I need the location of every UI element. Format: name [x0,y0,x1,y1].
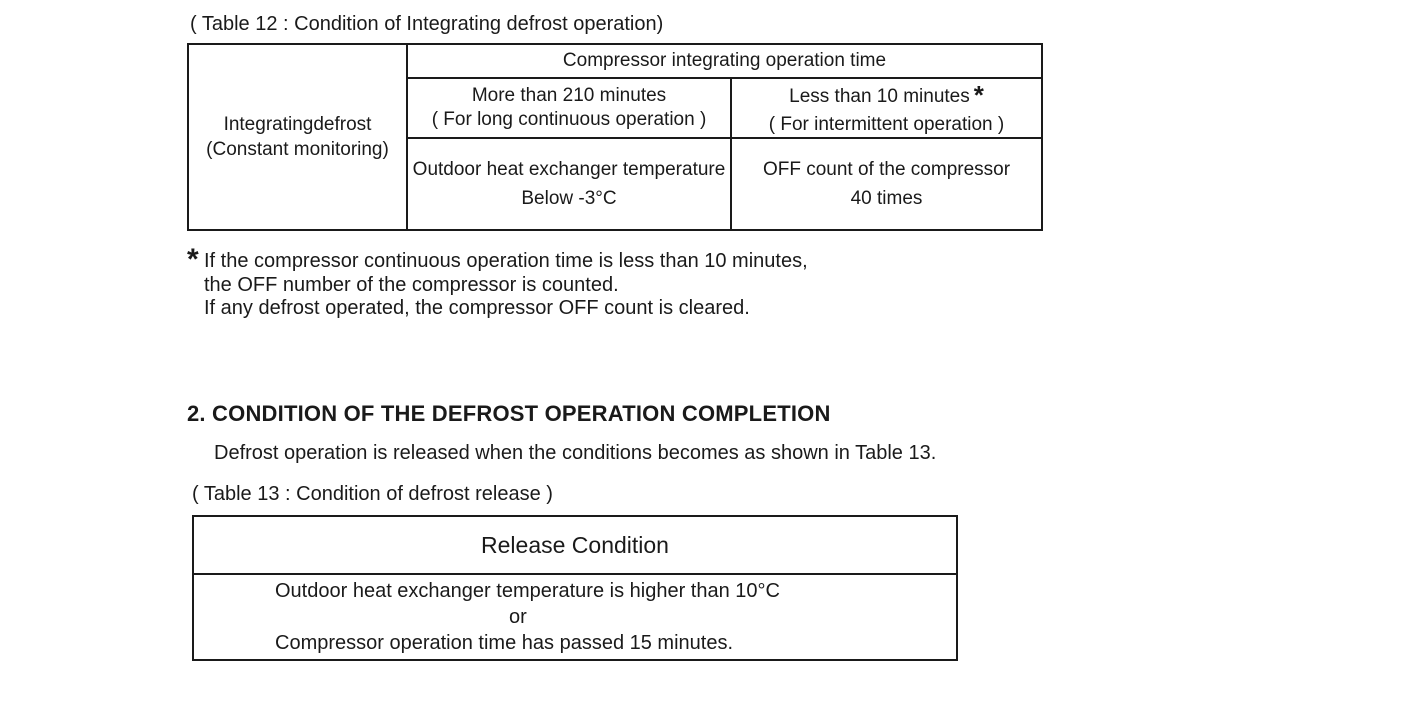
table12-cond1-line1: Outdoor heat exchanger temperature [412,159,726,181]
table13-line1: Outdoor heat exchanger temperature is higher than 10°C [275,580,780,602]
table12-cond2 [731,138,1042,230]
footnote-line3: If any defrost operated, the compressor OFF count is cleared. [204,297,750,319]
table13-line3: Compressor operation time has passed 15 minutes. [275,632,734,654]
section-title: 2. CONDITION OF THE DEFROST OPERATION COMPLETION [187,401,831,426]
table12-cond2-line1: OFF count of the compressor [762,159,1011,181]
table13-caption: ( Table 13 : Condition of defrost release ) [192,483,553,505]
footnote-line1: If the compressor continuous operation time is less than 10 minutes, [204,250,808,272]
table12-col2-line1: Less than 10 minutes [789,86,970,107]
table12-col1-line1: More than 210 minutes [471,84,667,106]
table12-cond1 [407,138,731,230]
footnote-line2: the OFF number of the compressor is counted. [204,273,619,296]
table12-header: Compressor integrating operation time [407,44,1042,78]
table12-cond1-line2: Below -3°C [521,188,617,210]
section-intro: Defrost operation is released when the conditions becomes as shown in Table 13. [214,442,937,464]
table13-header: Release Condition [194,517,956,575]
table12-col2-header [731,78,1042,138]
table12-col1-header [407,78,731,138]
table12-col1-line2: ( For long continuous operation ) [431,109,707,131]
table12-row-label-line1: Integratingdefrost [223,113,372,135]
footnote-asterisk: * [187,243,199,276]
table12 [187,43,1043,231]
footnote [204,250,808,321]
table12-col2-line2: ( For intermittent operation ) [768,113,1005,135]
table12-caption: ( Table 12 : Condition of Integrating defrost operation) [190,13,664,35]
table13 [192,515,958,661]
table12-row-label [188,44,407,230]
table13-line2: or [509,606,527,628]
table12-row-label-line2: (Constant monitoring) [206,139,389,161]
table12-cond2-line2: 40 times [850,188,923,210]
asterisk-mark: * [973,80,984,110]
